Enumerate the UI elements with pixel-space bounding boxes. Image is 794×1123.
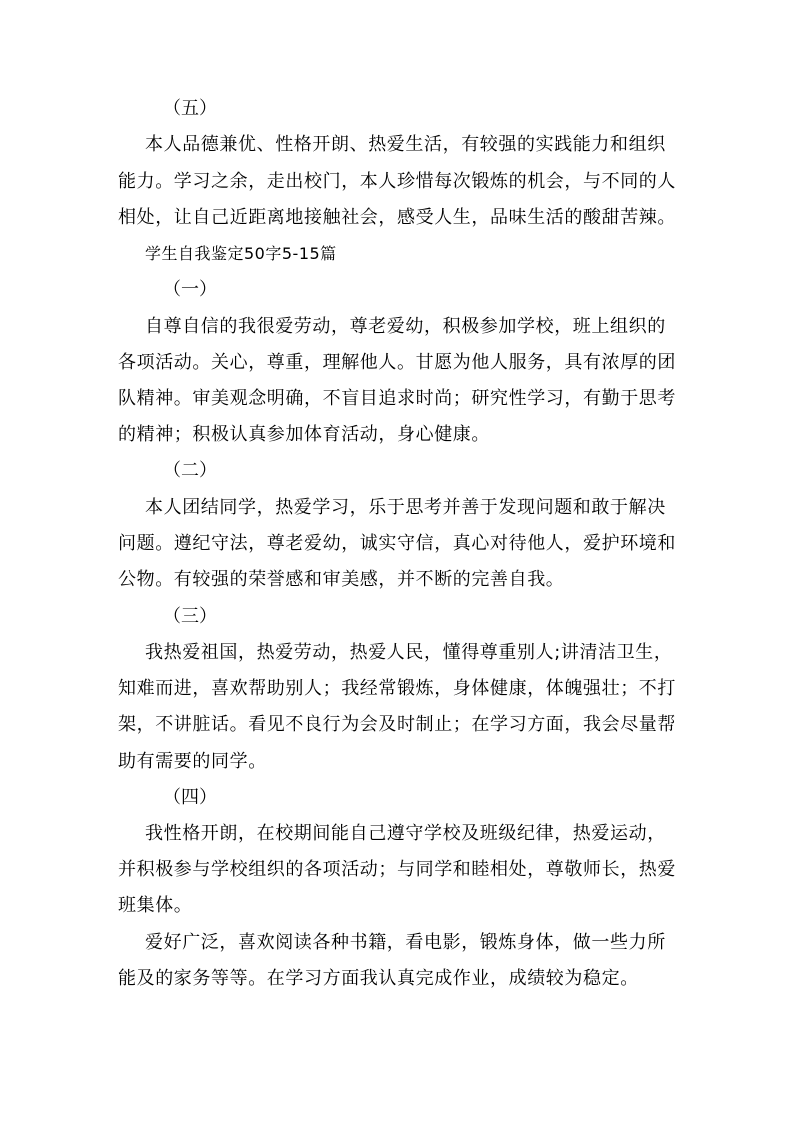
paragraph-line: 我性格开朗，在校期间能自己遵守学校及班级纪律，热爱运动，: [145, 823, 666, 844]
paragraph-line: 能及的家务等等。在学习方面我认真完成作业，成绩较为稳定。: [118, 968, 639, 989]
paragraph-line: 知难而进，喜欢帮助别人；我经常锻炼，身体健康，体魄强壮；不打: [118, 678, 676, 699]
paragraph-line: 助有需要的同学。: [118, 751, 267, 772]
section-heading: （四）: [163, 787, 217, 808]
section-heading: （一）: [163, 279, 217, 300]
paragraph-line: 并积极参与学校组织的各项活动；与同学和睦相处，尊敬师长，热爱: [118, 859, 676, 880]
paragraph-line: 我热爱祖国，热爱劳动，热爱人民，懂得尊重别人;讲清洁卫生，: [145, 642, 673, 663]
section-heading: （二）: [163, 460, 217, 481]
paragraph-line: 自尊自信的我很爱劳动，尊老爱幼，积极参加学校，班上组织的: [145, 316, 666, 337]
section-heading: （五）: [163, 98, 217, 119]
paragraph-line: 本人品德兼优、性格开朗、热爱生活，有较强的实践能力和组织: [145, 134, 666, 155]
paragraph-line: 队精神。审美观念明确，不盲目追求时尚；研究性学习，有勤于思考: [118, 388, 676, 409]
paragraph-line: 能力。学习之余，走出校门，本人珍惜每次锻炼的机会，与不同的人: [118, 171, 676, 192]
paragraph-line: 问题。遵纪守法，尊老爱幼，诚实守信，真心对待他人，爱护环境和: [118, 533, 676, 554]
section-title: 学生自我鉴定50字5-15篇: [145, 244, 337, 263]
paragraph-line: 相处，让自己近距离地接触社会，感受人生，品味生活的酸甜苦辣。: [118, 207, 676, 228]
paragraph-line: 架，不讲脏话。看见不良行为会及时制止；在学习方面，我会尽量帮: [118, 714, 676, 735]
paragraph-line: 的精神；积极认真参加体育活动，身心健康。: [118, 424, 490, 445]
paragraph-line: 爱好广泛，喜欢阅读各种书籍，看电影，锻炼身体，做一些力所: [145, 932, 666, 953]
paragraph-line: 各项活动。关心，尊重，理解他人。甘愿为他人服务，具有浓厚的团: [118, 352, 676, 373]
section-heading: （三）: [163, 606, 217, 627]
paragraph-line: 公物。有较强的荣誉感和审美感，并不断的完善自我。: [118, 569, 565, 590]
paragraph-line: 本人团结同学，热爱学习，乐于思考并善于发现问题和敢于解决: [145, 497, 666, 518]
paragraph-line: 班集体。: [118, 895, 193, 916]
